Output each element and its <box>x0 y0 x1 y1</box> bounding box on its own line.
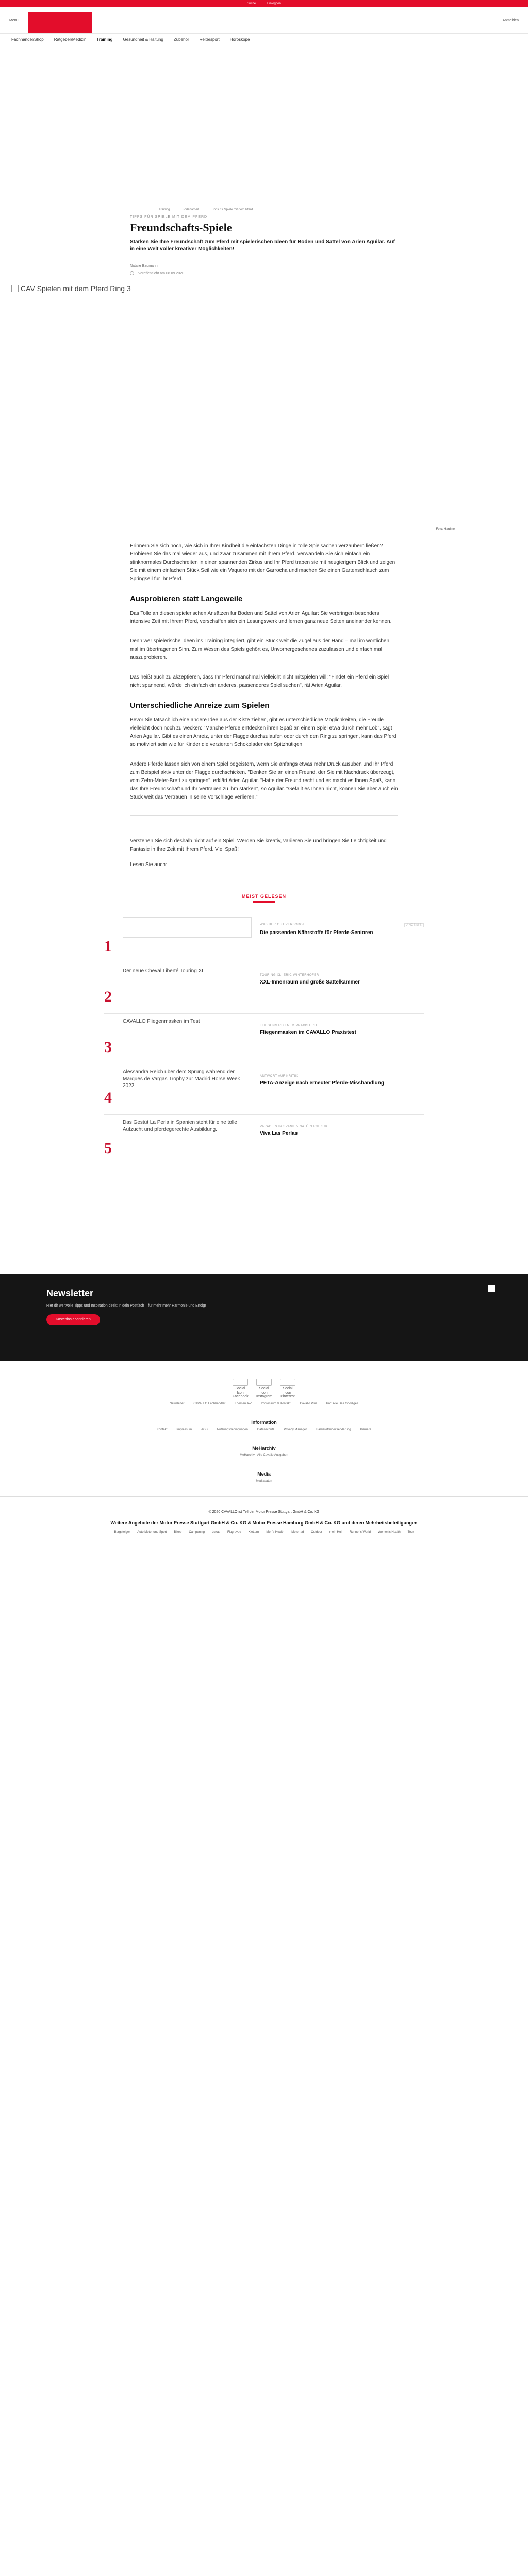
nav-item-training[interactable]: Training <box>96 37 113 42</box>
thumbnail-frame <box>123 917 252 938</box>
divider <box>130 815 398 816</box>
item-headline[interactable]: PETA-Anzeige nach erneuter Pferde-Misshandlung <box>260 1080 384 1086</box>
brand-link[interactable]: mein Holl <box>329 1530 342 1534</box>
most-read-title: MEIST GELESEN <box>241 894 286 899</box>
most-read <box>104 894 424 1165</box>
brand-link[interactable]: Flugrevue <box>227 1530 241 1534</box>
ad-badge: ANZEIGE <box>404 923 424 927</box>
footer-link[interactable]: Impressum & Kontakt <box>261 1402 291 1405</box>
hero-image-alt: CAV Spielen mit dem Pferd Ring 3 <box>11 284 131 293</box>
facebook-button[interactable]: Social Icon Facebook <box>233 1379 248 1399</box>
footer-link[interactable]: Datenschutz <box>257 1428 275 1431</box>
most-read-underline <box>253 901 275 903</box>
footer-link[interactable]: Privacy Manager <box>284 1428 307 1431</box>
brand-link[interactable]: Men's Health <box>266 1530 285 1534</box>
thumbnail-alt: Der neue Cheval Liberté Touring XL <box>123 968 205 974</box>
footer-link[interactable]: Newsletter <box>170 1402 185 1405</box>
instagram-icon <box>256 1379 272 1386</box>
brand-link[interactable]: Bergsteiger <box>114 1530 130 1534</box>
thumbnail[interactable] <box>123 1018 252 1059</box>
footer-archive-link[interactable]: MeHarchiv · Alle Cavallo Ausgaben <box>240 1454 288 1457</box>
facebook-icon <box>233 1379 248 1386</box>
footer-link[interactable]: Karriere <box>360 1428 371 1431</box>
hero-credit: Foto: Hardine <box>436 528 455 531</box>
footer-links-row-2 <box>0 1428 528 1431</box>
footer-links-row-1 <box>0 1402 528 1405</box>
brand-link[interactable]: Tour <box>407 1530 414 1534</box>
breadcrumb-training[interactable]: Training <box>159 208 170 211</box>
brand-link[interactable]: Klettern <box>248 1530 259 1534</box>
copyright: © 2020 CAVALLO ist Teil der Motor Presse Stuttgart GmbH & Co. KG <box>208 1510 320 1514</box>
hero-image <box>6 284 522 542</box>
article-body <box>130 542 398 869</box>
pinterest-button[interactable]: Social Icon Pinterest <box>280 1379 295 1399</box>
newsletter-banner <box>0 1274 528 1361</box>
top-bar <box>0 0 528 7</box>
section1-title: Ausprobieren statt Langeweile <box>130 595 243 603</box>
section1-paragraph-1: Das Tolle an diesen spielerischen Ansätzen für Boden und Sattel von Arien Aguilar: Sie verbringen besonders intensive Zeit mit Ihrem Pferd, verschaffen sich ein Lesungswerk und lernen ganz neue Seiten aneinander kennen. <box>130 611 392 624</box>
footer-link[interactable]: Pro: Alle Das Goodiges <box>326 1402 358 1405</box>
login-link[interactable]: Einloggen <box>267 2 281 5</box>
footer-archive-title: MeHarchiv <box>252 1446 276 1451</box>
item-headline[interactable]: Fliegenmasken im CAVALLO Praxistest <box>260 1030 356 1036</box>
brand-link[interactable]: Runner's World <box>349 1530 371 1534</box>
thumbnail[interactable] <box>123 917 252 958</box>
closing-paragraph: Verstehen Sie sich deshalb nicht auf ein Spiel. Werden Sie kreativ, variieren Sie und bringen Sie Leichtigkeit und Fantasie in Ihre Zeit mit Ihrem Pferd. Viel Spaß! <box>130 838 387 852</box>
footer-link[interactable]: CAVALLO Fachhändler <box>193 1402 226 1405</box>
breadcrumb-current: Tipps für Spiele mit dem Pferd <box>211 208 253 211</box>
list-item[interactable] <box>104 1014 424 1064</box>
newsletter-text: Hier dir wertvolle Tipps und Inspiration direkt in dein Postfach – für mehr mehr Harmonie und Erfolg! <box>46 1304 206 1308</box>
footer-link[interactable]: Barrierefreiheitserklärung <box>316 1428 351 1431</box>
thumbnail-alt: CAVALLO Fliegenmasken im Test <box>123 1019 200 1024</box>
item-headline[interactable]: Die passenden Nährstoffe für Pferde-Senioren <box>260 930 373 936</box>
item-kicker: WAS DER GUT VERSORGT <box>260 923 305 926</box>
newsletter-title: Newsletter <box>46 1288 94 1298</box>
rank-number: 5 <box>104 1140 112 1157</box>
brand-link[interactable]: Campening <box>189 1530 205 1534</box>
article-date: Veröffentlicht am 08.09.2020 <box>138 271 184 275</box>
search-link[interactable]: Suche <box>247 2 256 5</box>
menu-button[interactable]: Menü <box>9 19 19 22</box>
nav-item-fachhandel[interactable]: Fachhandel/Shop <box>11 37 44 42</box>
rank-number: 4 <box>104 1089 112 1106</box>
rank-number: 3 <box>104 1039 112 1056</box>
account-button[interactable]: Anmelden <box>502 19 519 22</box>
brand-link[interactable]: Lukas <box>212 1530 221 1534</box>
article-lead: Stärken Sie Ihre Freundschaft zum Pferd mit spielerischen Ideen für Boden und Sattel von Arien Aguilar. Auf in eine Welt voller kreativer Möglichkeiten! <box>130 239 395 252</box>
thumbnail-alt: Das Gestüt La Perla in Spanien steht für eine tolle Aufzucht und pferdegerechte Ausbildung. <box>123 1120 237 1132</box>
footer-link[interactable]: Cavallo Plus <box>300 1402 317 1405</box>
footer-link[interactable]: AGB <box>201 1428 208 1431</box>
ad-space <box>0 45 528 205</box>
newsletter-subscribe-button[interactable]: Kostenlos abonnieren <box>46 1314 100 1325</box>
item-kicker: FLIEGENMASKEN IM PRAXISTEST <box>260 1024 318 1027</box>
breadcrumb <box>130 205 398 215</box>
read-also-label: Lesen Sie auch: <box>130 862 167 868</box>
list-item[interactable] <box>104 1115 424 1165</box>
item-kicker: PARADIES IN SPANIEN NATÜRLICH ZUR <box>260 1125 328 1128</box>
item-kicker: ANTWORT AUF KRITIK <box>260 1075 298 1078</box>
item-headline[interactable]: XXL-Innenraum und große Sattelkammer <box>260 979 360 985</box>
section1-paragraph-3: Das heißt auch zu akzeptieren, dass Ihr Pferd manchmal vielleicht nicht mitspielen will: "Findet ein Pferd ein Spiel nicht spannend, würde ich einfach ein anderes, passenderes Spiel suchen", rät Arien Aguilar. <box>130 674 389 688</box>
footer-media-title: Media <box>257 1471 271 1477</box>
article-title: Freundschafts-Spiele <box>130 221 232 234</box>
footer-link[interactable]: Themen A-Z <box>235 1402 252 1405</box>
newsletter-image <box>488 1285 495 1292</box>
thumbnail-alt: Alessandra Reich über dem Sprung während der Marques de Vargas Trophy zur Madrid Horse Week 2022 <box>123 1069 240 1089</box>
section2-paragraph-2: Andere Pferde lassen sich von einem Spiel begeistern, wenn Sie anfangs etwas mehr Druck ausüben und Ihr Pferd zum Beispiel aktiv unter der Flagge durchschicken. "Denken Sie an einen Freund, der Sie mit Nachdruck überzeugt, vom Zehn-Meter-Brett zu springen", erklärt Arien Aguilar. "Hatte der Freund recht und es macht es Ihnen Spaß, kann das Ihre Freundschaft und Ihr Vertrauen zu ihm stärken", so Aguilar. "Gefällt es Ihnen nicht, können Sie aber auch ein Stück weit das Vertrauen in seine Vorschläge verlieren." <box>130 761 398 800</box>
thumbnail[interactable] <box>123 968 252 1009</box>
list-item[interactable] <box>104 913 424 963</box>
breadcrumb-bodenarbeit[interactable]: Bodenarbeit <box>182 208 199 211</box>
footer-link[interactable]: Impressum <box>176 1428 192 1431</box>
article-author[interactable]: Natalie Baumann <box>130 264 158 268</box>
section2-paragraph-1: Bevor Sie tatsächlich eine andere Idee aus der Kiste ziehen, gibt es unterschiedliche Möglichkeiten, die Freude vielleicht doch noch zu wecken: "Manche Pferde entdecken ihren Spaß an einem Spiel etwa durch mehr Lob", sagt Arien Aguilar. Gibt es einen Anreiz, unter der Flagge durchzulaufen oder durch den Ring zu springen, kann das Pferd so motiviert sein wie für Kinder die verzierten Schokoladeneier Spitzhütigen. <box>130 717 397 748</box>
thumbnail[interactable] <box>123 1069 252 1110</box>
item-headline[interactable]: Viva Las Perlas <box>260 1131 298 1137</box>
list-item[interactable] <box>104 963 424 1014</box>
section2-title: Unterschiedliche Anreize zum Spielen <box>130 701 270 710</box>
article-intro: Erinnern Sie sich noch, wie sich in Ihrer Kindheit die einfachsten Dinge in tolle Spielsachen verzaubern ließen? Probieren Sie das mal wieder aus, und zwar zusammen mit Ihrem Pferd. Verwandeln Sie sich einfach ein stinknormales Durchschreiten in einen spannenden Zirkus und Ihr Pferd traben sie mit neugierigem Blick und zeigen Sie mit einem einfachen Stück Seil wie ein Vaquero mit der Garrocha und machen Sie einen Gartenschlauch zum Springseil für Ihr Pferd. <box>130 543 395 582</box>
article <box>130 205 398 275</box>
nav-item-horoskope[interactable]: Horoskope <box>229 37 250 42</box>
brand-links <box>6 1531 522 1534</box>
main-nav <box>0 34 528 45</box>
footer-divider <box>0 1496 528 1497</box>
brand-link[interactable]: Motorrad <box>291 1530 304 1534</box>
footer-link[interactable]: Kontakt <box>157 1428 168 1431</box>
rank-number: 2 <box>104 988 112 1005</box>
nav-item-reitersport[interactable]: Reitersport <box>199 37 220 42</box>
pinterest-icon <box>280 1379 295 1386</box>
brand-link[interactable]: Bikeb <box>174 1530 182 1534</box>
footer-media-link[interactable]: Mediadaten <box>256 1480 272 1483</box>
article-overline: TIPPS FÜR SPIELE MIT DEM PFERD <box>130 215 208 219</box>
nav-item-ratgeber[interactable]: Ratgeber/Medizin <box>54 37 87 42</box>
section1-paragraph-2: Denn wer spielerische Ideen ins Training integriert, gibt ein Stück weit die Zügel aus der Hand – mal im wörtlichen, mal im übertragenen Sinn. Zum Wesen des Spiels gehört es, Unvorhergesehenes zuzulassen und einfach mal auszuprobieren. <box>130 638 391 660</box>
instagram-button[interactable]: Social Icon Instagram <box>256 1379 272 1399</box>
site-header <box>0 7 528 34</box>
footer-link[interactable]: Nutzungsbedingungen <box>217 1428 248 1431</box>
site-logo[interactable] <box>28 12 92 33</box>
item-kicker: TOURING XL: ERIC WINTERHOFER <box>260 974 319 977</box>
broken-image-icon <box>11 285 19 292</box>
nav-item-gesundheit[interactable]: Gesundheit & Haltung <box>123 37 163 42</box>
publisher-heading: Weitere Angebote der Motor Presse Stuttgart GmbH & Co. KG & Motor Presse Hamburg GmbH & Co. KG und deren Mehrheitsbeteiligungen <box>110 1520 418 1526</box>
brand-link[interactable]: Women's Health <box>378 1530 401 1534</box>
article-date-row <box>130 271 398 275</box>
rank-number: 1 <box>104 938 112 955</box>
footer-information-title: Information <box>251 1420 277 1425</box>
thumbnail[interactable] <box>123 1119 252 1160</box>
brand-link[interactable]: Outdoor <box>311 1530 322 1534</box>
clock-icon <box>130 271 134 275</box>
social-links <box>0 1379 528 1399</box>
nav-item-zubehoer[interactable]: Zubehör <box>173 37 189 42</box>
brand-link[interactable]: Auto Motor und Sport <box>137 1530 167 1534</box>
list-item[interactable] <box>104 1064 424 1115</box>
